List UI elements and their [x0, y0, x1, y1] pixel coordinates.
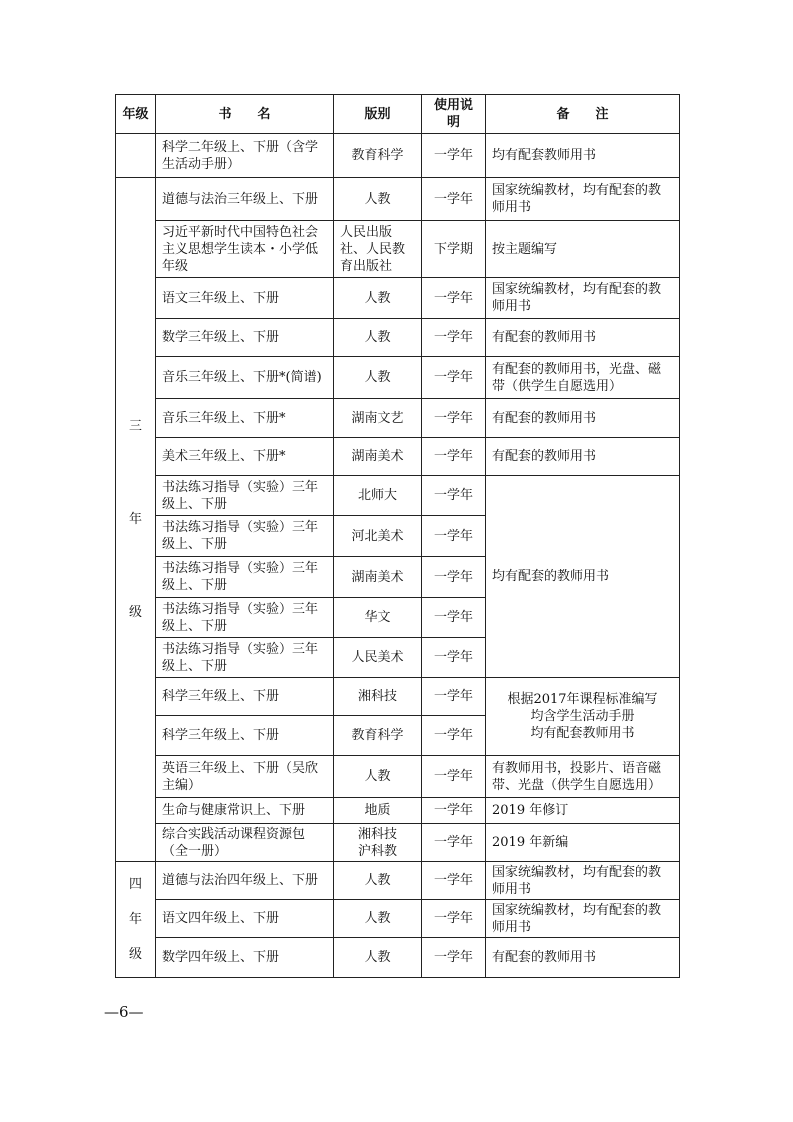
- edition: 教育科学: [334, 716, 422, 756]
- edition: 湖南美术: [334, 438, 422, 476]
- edition: [334, 824, 422, 862]
- grade-char: 年: [128, 912, 142, 927]
- usage: 一学年: [422, 716, 486, 756]
- grade-char: 年: [128, 512, 142, 527]
- usage: 一学年: [422, 756, 486, 798]
- note-line: 根据2017年课程标准编写: [507, 692, 658, 707]
- note: 有配套的教师用书: [486, 938, 680, 978]
- book-title: 书法练习指导（实验）三年级上、下册: [156, 598, 334, 638]
- edition: 湘科技: [334, 678, 422, 716]
- grade-char: 四: [128, 877, 142, 892]
- usage: 一学年: [422, 178, 486, 221]
- book-title: 科学三年级上、下册: [156, 678, 334, 716]
- book-title: 综合实践活动课程资源包（全一册）: [156, 824, 334, 862]
- grade-char: 级: [128, 947, 142, 962]
- book-title: 数学四年级上、下册: [156, 938, 334, 978]
- usage: 一学年: [422, 278, 486, 319]
- note: 均有配套教师用书: [486, 134, 680, 178]
- edition: 人教: [334, 178, 422, 221]
- note-line: 均有配套教师用书: [530, 726, 635, 741]
- book-title: 书法练习指导（实验）三年级上、下册: [156, 516, 334, 557]
- edition: 人教: [334, 319, 422, 357]
- usage: 一学年: [422, 678, 486, 716]
- note: 有配套的教师用书: [486, 438, 680, 476]
- page-number: —6—: [104, 1003, 144, 1021]
- book-title: 书法练习指导（实验）三年级上、下册: [156, 557, 334, 598]
- usage: 一学年: [422, 516, 486, 557]
- edition: 地质: [334, 798, 422, 824]
- table-row: [116, 756, 680, 798]
- book-title: 科学三年级上、下册: [156, 716, 334, 756]
- edition: 人教: [334, 900, 422, 938]
- note-merged: 均有配套的教师用书: [486, 476, 680, 678]
- table-row: [116, 134, 680, 178]
- note: 有配套的教师用书，光盘、磁带（供学生自愿选用）: [486, 357, 680, 399]
- edition: 湖南文艺: [334, 399, 422, 438]
- edition: 人教: [334, 938, 422, 978]
- table-row: [116, 319, 680, 357]
- note: 国家统编教材，均有配套的教师用书: [486, 178, 680, 221]
- edition: 人民美术: [334, 638, 422, 678]
- usage: 下学期: [422, 221, 486, 278]
- usage: 一学年: [422, 798, 486, 824]
- table-row: [116, 178, 680, 221]
- usage: 一学年: [422, 319, 486, 357]
- book-title: 道德与法治三年级上、下册: [156, 178, 334, 221]
- edition-line: 沪科教: [357, 843, 397, 859]
- book-title: 生命与健康常识上、下册: [156, 798, 334, 824]
- book-title: 习近平新时代中国特色社会主义思想学生读本・小学低年级: [156, 221, 334, 278]
- table-row: [116, 278, 680, 319]
- book-title: 音乐三年级上、下册*: [156, 399, 334, 438]
- usage: 一学年: [422, 357, 486, 399]
- header-usage: 使用说明: [422, 95, 486, 134]
- usage: 一学年: [422, 557, 486, 598]
- grade-four-cell: [116, 862, 156, 978]
- table-row: [116, 824, 680, 862]
- table-row: [116, 221, 680, 278]
- header-title: 书 名: [156, 95, 334, 134]
- usage: 一学年: [422, 134, 486, 178]
- book-title: 语文四年级上、下册: [156, 900, 334, 938]
- note: 2019 年修订: [486, 798, 680, 824]
- note: 按主题编写: [486, 221, 680, 278]
- book-title: 书法练习指导（实验）三年级上、下册: [156, 476, 334, 516]
- edition: 人教: [334, 357, 422, 399]
- grade-cell-empty: [116, 134, 156, 178]
- note: 有配套的教师用书: [486, 319, 680, 357]
- table-row: [116, 862, 680, 900]
- book-title: 英语三年级上、下册（吴欣主编）: [156, 756, 334, 798]
- usage: 一学年: [422, 824, 486, 862]
- usage: 一学年: [422, 900, 486, 938]
- header-edition: 版别: [334, 95, 422, 134]
- edition-line: 湘科技: [357, 826, 397, 842]
- grade-char: 级: [128, 605, 142, 620]
- header-note: 备 注: [486, 95, 680, 134]
- header-grade: 年级: [116, 95, 156, 134]
- usage: 一学年: [422, 638, 486, 678]
- edition: 北师大: [334, 476, 422, 516]
- book-title: 数学三年级上、下册: [156, 319, 334, 357]
- grade-char: 三: [128, 419, 142, 434]
- table-row: [116, 938, 680, 978]
- note: 国家统编教材，均有配套的教师用书: [486, 900, 680, 938]
- edition: 人教: [334, 278, 422, 319]
- usage: 一学年: [422, 438, 486, 476]
- usage: 一学年: [422, 598, 486, 638]
- grade-three-cell: [116, 178, 156, 862]
- note: 有配套的教师用书: [486, 399, 680, 438]
- table-row: [116, 399, 680, 438]
- book-title: 音乐三年级上、下册*(简谱): [156, 357, 334, 399]
- usage: 一学年: [422, 476, 486, 516]
- edition: 湖南美术: [334, 557, 422, 598]
- edition: 河北美术: [334, 516, 422, 557]
- note: 2019 年新编: [486, 824, 680, 862]
- edition: 人教: [334, 756, 422, 798]
- table-row: [116, 900, 680, 938]
- edition: 人民出版社、人民教育出版社: [334, 221, 422, 278]
- book-title: 科学二年级上、下册（含学生活动手册）: [156, 134, 334, 178]
- header-row: [116, 95, 680, 134]
- table-row: [116, 438, 680, 476]
- edition: 华文: [334, 598, 422, 638]
- edition: 人教: [334, 862, 422, 900]
- usage: 一学年: [422, 938, 486, 978]
- usage: 一学年: [422, 862, 486, 900]
- textbook-table: [115, 94, 680, 978]
- note-line: 均含学生活动手册: [530, 709, 635, 724]
- table-row: [116, 798, 680, 824]
- book-title: 道德与法治四年级上、下册: [156, 862, 334, 900]
- book-title: 书法练习指导（实验）三年级上、下册: [156, 638, 334, 678]
- table-row: [116, 678, 680, 716]
- note-merged: [486, 678, 680, 756]
- edition: 教育科学: [334, 134, 422, 178]
- table-row: [116, 476, 680, 516]
- book-title: 语文三年级上、下册: [156, 278, 334, 319]
- note: 国家统编教材，均有配套的教师用书: [486, 278, 680, 319]
- usage: 一学年: [422, 399, 486, 438]
- note: 有教师用书，投影片、语音磁带、光盘（供学生自愿选用）: [486, 756, 680, 798]
- note: 国家统编教材，均有配套的教师用书: [486, 862, 680, 900]
- book-title: 美术三年级上、下册*: [156, 438, 334, 476]
- table-row: [116, 357, 680, 399]
